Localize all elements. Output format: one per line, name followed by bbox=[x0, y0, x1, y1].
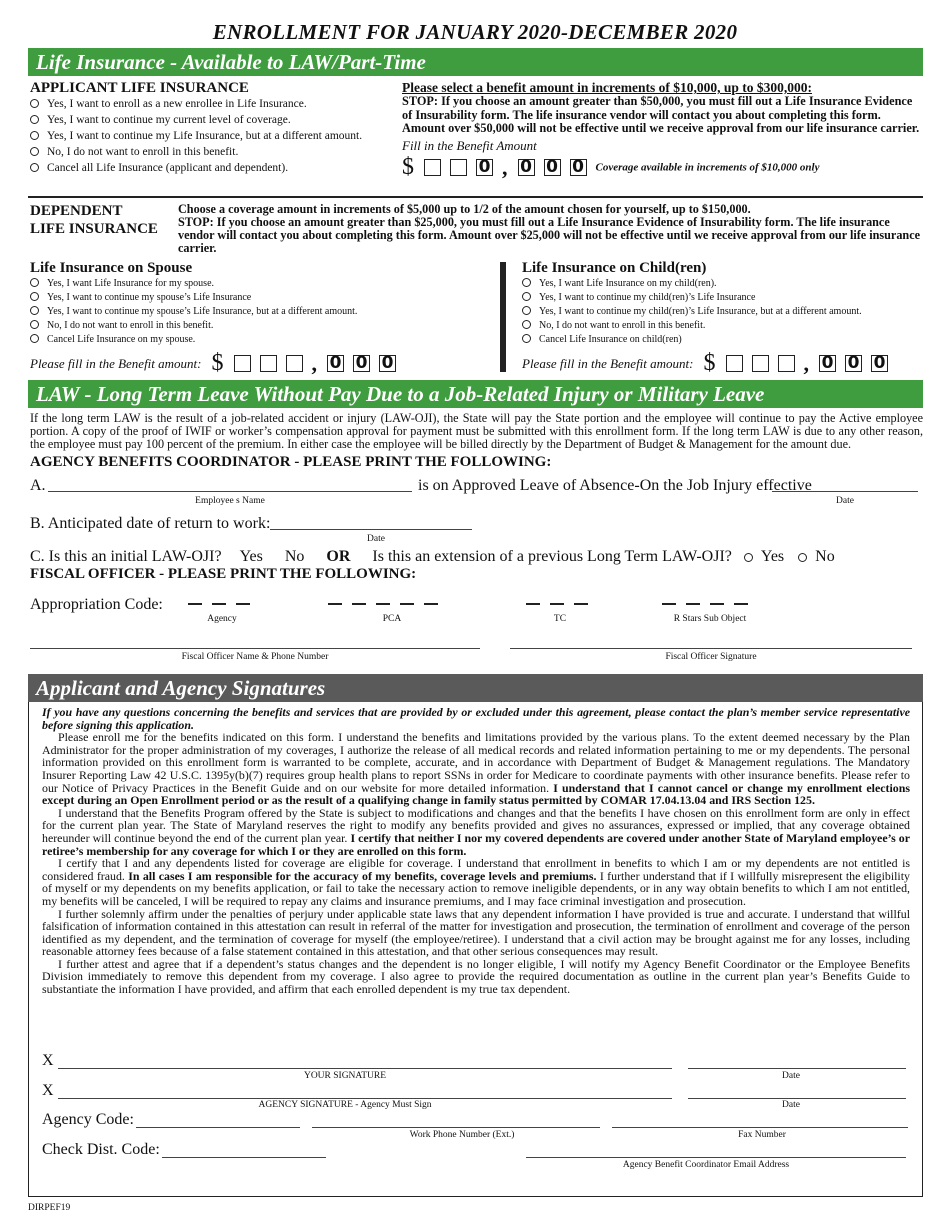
zero-box: 0 bbox=[327, 355, 344, 372]
employee-name-field[interactable] bbox=[48, 477, 412, 492]
fax-caption: Fax Number bbox=[738, 1130, 786, 1140]
c-yes-option[interactable]: Yes bbox=[239, 548, 263, 565]
b-label: B. Anticipated date of return to work: bbox=[30, 515, 271, 532]
digit-box[interactable] bbox=[424, 159, 441, 176]
dollar-sign: $ bbox=[402, 153, 414, 180]
email-caption: Agency Benefit Coordinator Email Address bbox=[622, 1160, 790, 1170]
zero-box: 0 bbox=[518, 159, 535, 176]
coordinator-heading: AGENCY BENEFITS COORDINATOR - PLEASE PRINT THE FOLLOWING: bbox=[30, 454, 552, 470]
your-signature-field[interactable] bbox=[58, 1054, 672, 1069]
zero-box: 0 bbox=[379, 355, 396, 372]
radio-icon[interactable] bbox=[798, 553, 807, 562]
dollar-sign: $ bbox=[211, 350, 224, 376]
child-option[interactable]: Yes, I want to continue my child(ren)’s Life Insurance, but at a different amount. bbox=[522, 305, 862, 319]
dependent-heading-2: LIFE INSURANCE bbox=[30, 221, 158, 237]
coverage-note: Coverage available in increments of $10,000 only bbox=[595, 161, 820, 173]
work-phone-caption: Work Phone Number (Ext.) bbox=[409, 1130, 515, 1140]
digit-box[interactable] bbox=[286, 355, 303, 372]
child-option[interactable]: No, I do not want to enroll in this benefit. bbox=[522, 319, 862, 333]
radio-icon[interactable] bbox=[30, 163, 39, 172]
fiscal-name-caption: Fiscal Officer Name & Phone Number bbox=[181, 652, 329, 662]
zero-box: 0 bbox=[819, 355, 836, 372]
spouse-option[interactable]: Yes, I want to continue my spouse’s Life Insurance bbox=[30, 291, 357, 305]
employee-name-caption: Employee s Name bbox=[195, 496, 265, 506]
law-paragraph: If the long term LAW is the result of a job-related accident or injury (LAW-OJI), the State will pay the State portion and the employee will continue to pay the Active employee portion. A copy of the proof of IWIF or worker’s compensation approval for payment must be submitted with this enrollment form. If the long term LAW is due to any other reason, the employee must pay 100 percent of the premium. In either case the employee will be billed directly by the Department of Budget & Management for the amount due. bbox=[30, 411, 923, 451]
zero-box: 0 bbox=[570, 159, 587, 176]
comma: , bbox=[502, 154, 508, 180]
dependent-heading: DEPENDENT bbox=[30, 203, 123, 219]
signatures-paragraph-3: I certify that I and any dependents listed for coverage are eligible for coverage. I understand that enrollment in benefits to which I am or my dependents are not entitled is considered fraud. In all cases I am responsible for the accuracy of my benefits, coverage levels and premiums. I further understand that if I willfully misrepresent the eligibility of myself or my dependents on my benefits application, or fail to take the necessary action to remove ineligible dependents, or in any way obtain benefits to which I am not entitled, my benefits will be canceled, I will be required to repay any claims and insurance premiums, and I may face criminal investigation and prosecution. bbox=[42, 856, 910, 908]
form-title: ENROLLMENT FOR JANUARY 2020-DECEMBER 2020 bbox=[212, 20, 738, 44]
fiscal-heading: FISCAL OFFICER - PLEASE PRINT THE FOLLOWING: bbox=[30, 566, 417, 582]
a-label: A. bbox=[30, 477, 46, 494]
radio-icon[interactable] bbox=[30, 147, 39, 156]
dependent-divider bbox=[28, 196, 923, 198]
spouse-option[interactable]: Yes, I want Life Insurance for my spouse. bbox=[30, 277, 357, 291]
agency-code-field[interactable] bbox=[136, 1113, 300, 1128]
digit-box[interactable] bbox=[450, 159, 467, 176]
fiscal-officer-signature-field[interactable] bbox=[510, 634, 912, 649]
zero-box: 0 bbox=[845, 355, 862, 372]
fiscal-officer-name-field[interactable] bbox=[30, 634, 480, 649]
digit-box[interactable] bbox=[726, 355, 743, 372]
signatures-text bbox=[42, 706, 910, 996]
tc-caption: TC bbox=[553, 614, 567, 624]
zero-box: 0 bbox=[353, 355, 370, 372]
radio-icon[interactable] bbox=[30, 306, 39, 315]
child-option[interactable]: Yes, I want Life Insurance on my child(ren). bbox=[522, 277, 862, 291]
fiscal-sig-caption: Fiscal Officer Signature bbox=[665, 652, 757, 662]
effective-date-field[interactable] bbox=[772, 477, 918, 492]
c-no-option[interactable]: No bbox=[284, 548, 305, 565]
comma: , bbox=[803, 351, 809, 376]
return-date-field[interactable] bbox=[270, 515, 472, 530]
date-caption: Date bbox=[836, 496, 854, 506]
radio-icon[interactable] bbox=[30, 278, 39, 287]
date-caption: Date bbox=[782, 1100, 800, 1110]
applicant-option[interactable]: No, I do not want to enroll in this benefit. bbox=[30, 144, 362, 160]
radio-icon[interactable] bbox=[30, 99, 39, 108]
dependent-stop-text: STOP: If you choose an amount greater than $25,000, you must fill out a Life Insurance Evidence of Insurability form. The life insurance vendor will contact you about completing this form. Amount over $25,000 will not be effective until we receive approval from our life insurance carrier. bbox=[178, 215, 921, 255]
pca-caption: PCA bbox=[382, 614, 402, 624]
agency-signature-field[interactable] bbox=[58, 1084, 672, 1099]
a-mid-text: is on Approved Leave of Absence-On the Job Injury effective bbox=[418, 477, 812, 494]
digit-box[interactable] bbox=[234, 355, 251, 372]
appropriation-label: Appropriation Code: bbox=[30, 596, 163, 613]
radio-icon[interactable] bbox=[30, 131, 39, 140]
agency-signature-caption: AGENCY SIGNATURE - Agency Must Sign bbox=[258, 1100, 432, 1110]
tc-code-dashes[interactable] bbox=[526, 592, 598, 610]
work-phone-field[interactable] bbox=[312, 1113, 600, 1128]
dollar-sign: $ bbox=[703, 350, 716, 376]
spouse-option[interactable]: Cancel Life Insurance on my spouse. bbox=[30, 333, 357, 347]
date-caption: Date bbox=[782, 1071, 800, 1081]
radio-icon[interactable] bbox=[30, 115, 39, 124]
applicant-benefit-amount bbox=[402, 154, 924, 181]
extension-no-option[interactable]: No bbox=[798, 548, 835, 565]
rstars-code-dashes[interactable] bbox=[662, 592, 758, 610]
fax-field[interactable] bbox=[612, 1113, 908, 1128]
applicant-life-heading: APPLICANT LIFE INSURANCE bbox=[30, 80, 249, 96]
c-extension-question: Is this an extension of a previous Long Term LAW-OJI? bbox=[372, 548, 732, 565]
child-benefit-amount bbox=[522, 350, 893, 377]
digit-box[interactable] bbox=[260, 355, 277, 372]
applicant-option[interactable]: Yes, I want to continue my current level of coverage. bbox=[30, 112, 362, 128]
signatures-intro: If you have any questions concerning the benefits and services that are provided by or excluded under this agreement, please contact the plan’s member service representative before signing this application. bbox=[42, 705, 910, 732]
radio-icon[interactable] bbox=[522, 292, 531, 301]
applicant-option[interactable]: Yes, I want to enroll as a new enrollee in Life Insurance. bbox=[30, 96, 362, 112]
zero-box: 0 bbox=[544, 159, 561, 176]
your-signature-caption: YOUR SIGNATURE bbox=[303, 1071, 387, 1081]
comma: , bbox=[311, 351, 317, 376]
child-options bbox=[522, 277, 862, 347]
coordinator-email-field[interactable] bbox=[526, 1143, 906, 1158]
c-line bbox=[30, 548, 835, 566]
c-label: C. Is this an initial LAW-OJI? bbox=[30, 548, 222, 565]
check-dist-label: Check Dist. Code: bbox=[42, 1141, 160, 1158]
your-signature-x: X bbox=[42, 1052, 54, 1069]
radio-icon[interactable] bbox=[522, 320, 531, 329]
rstars-caption: R Stars Sub Object bbox=[673, 614, 747, 624]
spouse-fill-label: Please fill in the Benefit amount: bbox=[30, 355, 202, 371]
agency-signature-x: X bbox=[42, 1082, 54, 1099]
applicant-options bbox=[30, 96, 362, 176]
agency-code-dashes[interactable] bbox=[188, 592, 260, 610]
agency-signature-date-field[interactable] bbox=[688, 1084, 906, 1099]
signatures-paragraph-4: I further solemnly affirm under the penalties of perjury under applicable state laws that any dependent information I have provided is true and accurate. I understand that willful falsification of information contained in this attestation can result in referral of the matter for investigation and prosecution, the termination of enrollment and coverage of the person identified as my dependent, and the termination of coverage for myself (the employee/retiree). I understand that a civil action may be brought against me for any losses, including reasonable attorney fees because of a false statement contained in this attestation, and that other serious consequences may result. bbox=[42, 906, 910, 959]
signatures-paragraph-2: I understand that the Benefits Program offered by the State is subject to modifications and changes and that the benefits I have chosen on this enrollment form are only in effect for the current plan year. The State of Maryland reserves the right to modify any benefits provided and gives no assurances, expressed or implied, that any coverage obtained hereunder will continue beyond the end of the current plan year. I certify that neither I nor my covered dependents are covered under another State of Maryland employee’s or retiree’s membership for any coverage for which I or they are enrolled on this form. bbox=[42, 805, 911, 858]
spouse-options bbox=[30, 277, 357, 347]
agency-caption: Agency bbox=[207, 614, 237, 624]
radio-icon[interactable] bbox=[30, 292, 39, 301]
spouse-benefit-amount bbox=[30, 350, 401, 377]
signatures-band: Applicant and Agency Signatures bbox=[28, 674, 923, 702]
life-insurance-band: Life Insurance - Available to LAW/Part-Time bbox=[28, 48, 923, 76]
extension-yes-option[interactable]: Yes bbox=[744, 548, 784, 565]
zero-box: 0 bbox=[871, 355, 888, 372]
fill-benefit-label: Fill in the Benefit Amount bbox=[402, 137, 537, 153]
radio-icon[interactable] bbox=[522, 306, 531, 315]
form-id: DIRPEF19 bbox=[28, 1203, 71, 1213]
applicant-stop-text: STOP: If you choose an amount greater than $50,000, you must fill out a Life Insurance Evidence of Insurability form. The life insurance vendor will contact you about completing this form. Amount over $50,000 will not be effective until we receive approval from our life insurance carrier. bbox=[402, 94, 920, 135]
signatures-paragraph-5: I further attest and agree that if a dependent’s status changes and the dependent is no longer eligible, I will notify my Agency Benefit Coordinator or the Employee Benefits Division immediately to remove this dependent from my coverage. I also agree to provide the required documentation as outline in the current plan year’s Benefits Guide to substantiate the information I have provided, and affirm that each enrolled dependent is my true tax dependent. bbox=[42, 956, 910, 997]
radio-icon[interactable] bbox=[30, 320, 39, 329]
child-option[interactable]: Cancel Life Insurance on child(ren) bbox=[522, 333, 862, 347]
radio-icon[interactable] bbox=[744, 553, 753, 562]
benefit-select-heading: Please select a benefit amount in increments of $10,000, up to $300,000: bbox=[402, 80, 812, 95]
digit-box[interactable] bbox=[778, 355, 795, 372]
agency-code-label: Agency Code: bbox=[42, 1111, 134, 1128]
your-signature-date-field[interactable] bbox=[688, 1054, 906, 1069]
applicant-option[interactable]: Yes, I want to continue my Life Insurance, but at a different amount. bbox=[30, 128, 362, 144]
child-option[interactable]: Yes, I want to continue my child(ren)’s Life Insurance bbox=[522, 291, 862, 305]
child-heading: Life Insurance on Child(ren) bbox=[522, 260, 707, 276]
check-dist-field[interactable] bbox=[162, 1143, 326, 1158]
child-fill-label: Please fill in the Benefit amount: bbox=[522, 355, 694, 371]
applicant-option[interactable]: Cancel all Life Insurance (applicant and dependent). bbox=[30, 160, 362, 176]
pca-code-dashes[interactable] bbox=[328, 592, 448, 610]
spouse-option[interactable]: No, I do not want to enroll in this benefit. bbox=[30, 319, 357, 333]
digit-box[interactable] bbox=[752, 355, 769, 372]
return-date-caption: Date bbox=[367, 534, 385, 544]
signatures-paragraph-1: Please enroll me for the benefits indicated on this form. I understand the benefits and limitations provided by the various plans. To the extent deemed necessary by the Plan Administrator for the proper administration of my coverages, I authorize the release of all medical records and related information pertaining to me or my dependents. The personal information provided on this enrollment form is warranted to be complete, accurate, and in accordance with Department of Budget & Management regulations. The Mandatory Insurer Reporting Law 42 U.S.C. 1395y(b)(7) requires group health plans to report SSNs in order for Medicare to coordinate payments with other insurance benefits. Please refer to our Notice of Privacy Practices in the Benefit Guide and on our website for more detailed information. I understand that I cannot cancel or change my enrollment elections except during an Open Enrollment period or as the result of a qualifying change in family status permitted by COMAR 17.04.13.04 and IRS Section 125. bbox=[42, 730, 910, 808]
dependent-choose-text: Choose a coverage amount in increments of $5,000 up to 1/2 of the amount chosen for yourself, up to $150,000. bbox=[178, 202, 751, 216]
radio-icon[interactable] bbox=[522, 278, 531, 287]
c-or: OR bbox=[326, 548, 351, 565]
spouse-option[interactable]: Yes, I want to continue my spouse’s Life Insurance, but at a different amount. bbox=[30, 305, 357, 319]
radio-icon[interactable] bbox=[30, 334, 39, 343]
column-divider bbox=[500, 262, 506, 372]
spouse-heading: Life Insurance on Spouse bbox=[30, 260, 193, 276]
law-band: LAW - Long Term Leave Without Pay Due to a Job-Related Injury or Military Leave bbox=[28, 380, 923, 408]
radio-icon[interactable] bbox=[522, 334, 531, 343]
zero-box: 0 bbox=[476, 159, 493, 176]
